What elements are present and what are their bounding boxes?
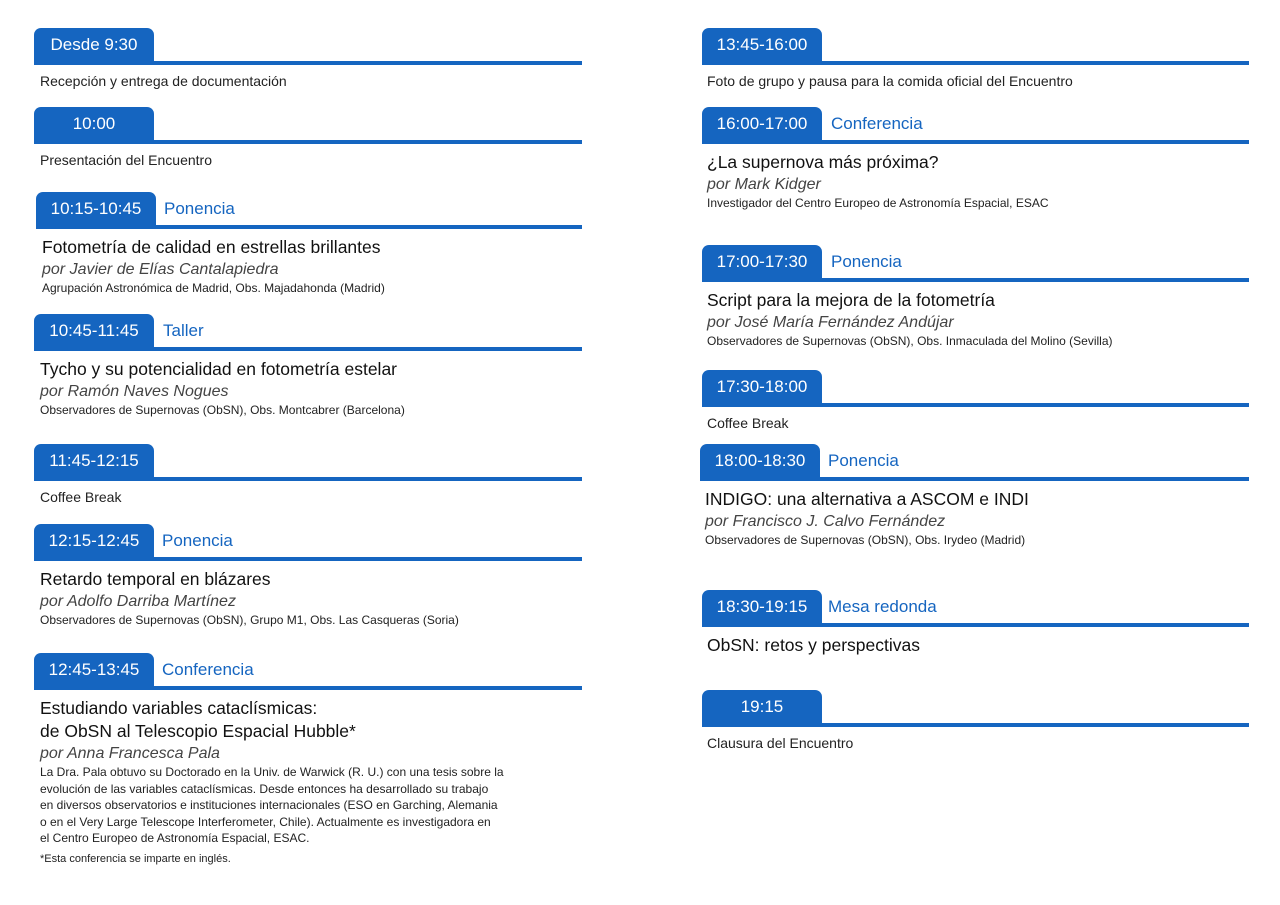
time-badge: 19:15	[702, 690, 822, 727]
session-1000	[34, 107, 582, 169]
time-badge: 18:00-18:30	[700, 444, 820, 481]
talk-author: por Adolfo Darriba Martínez	[40, 593, 236, 610]
session-1730	[702, 370, 1249, 432]
session-1145	[34, 444, 582, 506]
talk-affiliation: Observadores de Supernovas (ObSN), Grupo M1, Obs. Las Casqueras (Soria)	[40, 613, 459, 627]
session-1345	[702, 28, 1249, 90]
talk-author: por Ramón Naves Nogues	[40, 383, 229, 400]
bio-line: el Centro Europeo de Astronomía Espacial, ESAC.	[40, 831, 310, 845]
session-type: Taller	[163, 321, 204, 340]
session-1045	[34, 314, 582, 418]
talk-affiliation: Observadores de Supernovas (ObSN), Obs. Irydeo (Madrid)	[705, 533, 1026, 547]
bio-line: La Dra. Pala obtuvo su Doctorado en la Univ. de Warwick (R. U.) con una tesis sobre la	[40, 765, 504, 779]
time-badge: 17:00-17:30	[702, 245, 822, 282]
session-description: Recepción y entrega de documentación	[40, 73, 287, 89]
session-type: Ponencia	[162, 531, 233, 550]
talk-title: Tycho y su potencialidad en fotometría estelar	[40, 359, 398, 379]
time-badge: 10:45-11:45	[34, 314, 154, 351]
session-description: Coffee Break	[707, 415, 789, 431]
session-1700	[702, 245, 1249, 349]
talk-title: ¿La supernova más próxima?	[707, 152, 939, 172]
session-description: Foto de grupo y pausa para la comida oficial del Encuentro	[707, 73, 1073, 89]
talk-title: Estudiando variables cataclísmicas:	[40, 698, 318, 718]
time-badge: 10:15-10:45	[36, 192, 156, 229]
talk-affiliation: Investigador del Centro Europeo de Astronomía Espacial, ESAC	[707, 196, 1049, 210]
time-badge: 12:45-13:45	[34, 653, 154, 690]
time-badge: 16:00-17:00	[702, 107, 822, 144]
session-1245	[34, 653, 582, 865]
bio-line: o en el Very Large Telescope Interferometer, Chile). Actualmente es investigadora en	[40, 814, 491, 829]
session-desde-0930	[34, 28, 582, 90]
session-type: Conferencia	[831, 114, 923, 133]
session-description: Presentación del Encuentro	[40, 152, 212, 168]
session-type: Mesa redonda	[828, 597, 937, 616]
time-badge: 13:45-16:00	[702, 28, 822, 65]
talk-author: por Javier de Elías Cantalapiedra	[42, 261, 279, 278]
footnote: *Esta conferencia se imparte en inglés.	[40, 852, 231, 865]
session-1015	[36, 192, 582, 296]
talk-author: por Mark Kidger	[707, 176, 821, 193]
talk-title: Script para la mejora de la fotometría	[707, 290, 995, 310]
session-type: Ponencia	[831, 252, 902, 271]
talk-author: por Francisco J. Calvo Fernández	[705, 513, 946, 530]
talk-affiliation: Observadores de Supernovas (ObSN), Obs. Inmaculada del Molino (Sevilla)	[707, 334, 1113, 348]
session-type: Conferencia	[162, 660, 254, 679]
talk-author: por José María Fernández Andújar	[707, 314, 954, 331]
time-badge: 11:45-12:15	[34, 444, 154, 481]
session-1915	[702, 690, 1249, 752]
session-1800	[700, 444, 1249, 548]
time-badge: 10:00	[34, 107, 154, 144]
session-1600	[702, 107, 1249, 211]
session-1215	[34, 524, 582, 628]
talk-author: por Anna Francesca Pala	[40, 745, 220, 762]
talk-title: INDIGO: una alternativa a ASCOM e INDI	[705, 489, 1029, 509]
talk-title: Retardo temporal en blázares	[40, 569, 271, 589]
bio-line: en diversos observatorios e instituciones internacionales (ESO en Garching, Alemania	[40, 798, 498, 812]
time-badge: 12:15-12:45	[34, 524, 154, 561]
session-type: Ponencia	[828, 451, 899, 470]
talk-affiliation: Observadores de Supernovas (ObSN), Obs. Montcabrer (Barcelona)	[40, 403, 405, 417]
time-badge: 17:30-18:00	[702, 370, 822, 407]
session-description: Clausura del Encuentro	[707, 735, 854, 751]
time-badge: Desde 9:30	[34, 28, 154, 65]
time-badge: 18:30-19:15	[702, 590, 822, 627]
bio-line: evolución de las variables cataclísmicas. Desde entonces ha desarrollado su trabajo	[40, 781, 489, 796]
talk-title-line2: de ObSN al Telescopio Espacial Hubble*	[40, 721, 356, 741]
talk-title: Fotometría de calidad en estrellas brillantes	[42, 237, 381, 257]
talk-affiliation: Agrupación Astronómica de Madrid, Obs. Majadahonda (Madrid)	[42, 281, 385, 295]
session-description: Coffee Break	[40, 489, 122, 505]
talk-title: ObSN: retos y perspectivas	[707, 635, 920, 655]
speaker-bio	[40, 764, 577, 847]
session-type: Ponencia	[164, 199, 235, 218]
session-1830	[702, 590, 1249, 657]
